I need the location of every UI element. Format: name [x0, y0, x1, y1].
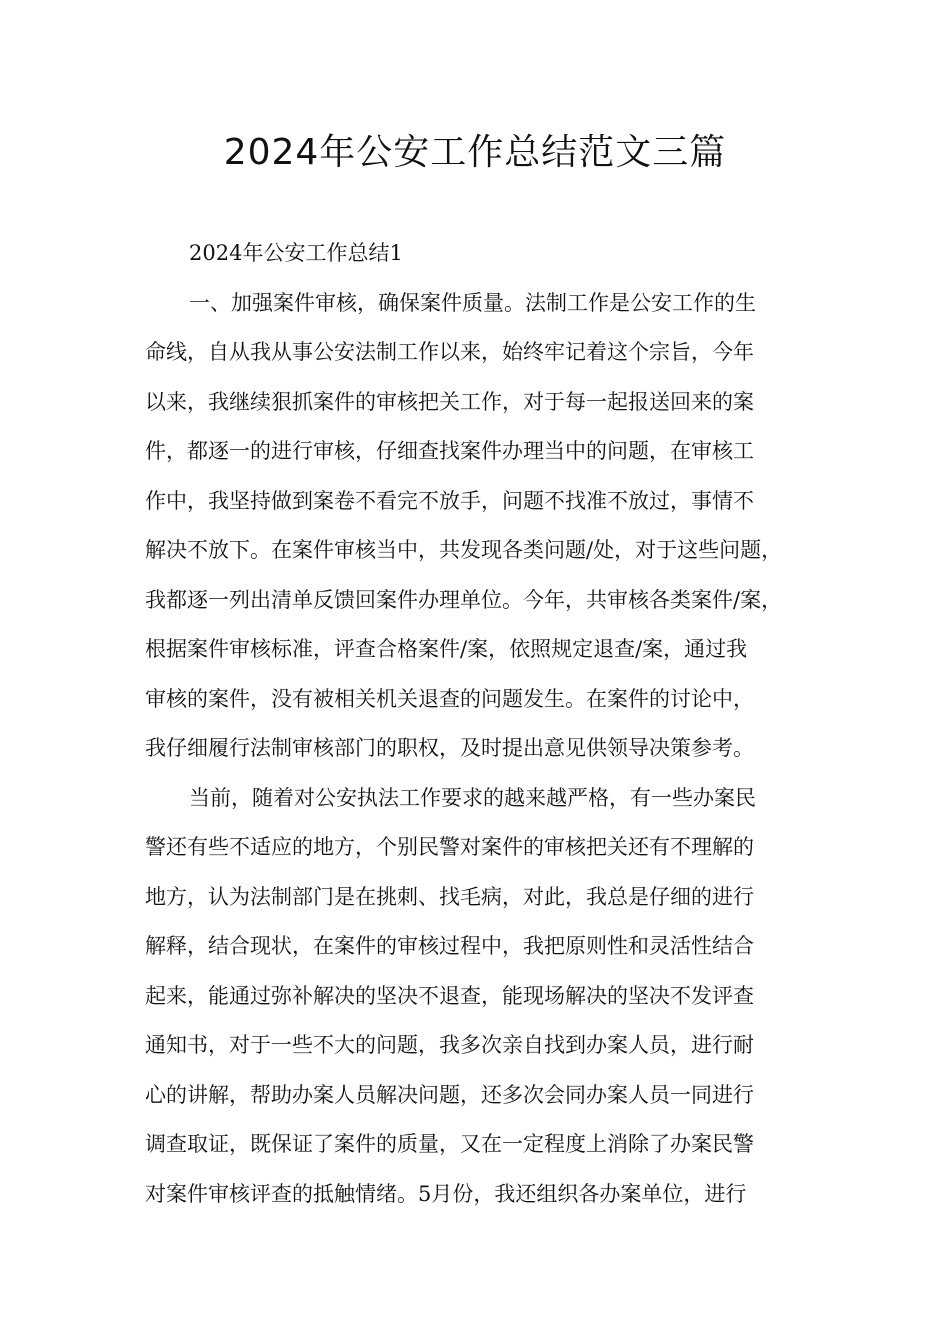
- paragraph-line: 审核的案件，没有被相关机关退查的问题发生。在案件的讨论中，: [145, 686, 754, 711]
- paragraph-1: [145, 279, 810, 774]
- document-title: 2024年公安工作总结范文三篇: [223, 132, 727, 173]
- paragraph-line: 件，都逐一的进行审核，仔细查找案件办理当中的问题，在审核工: [145, 439, 754, 463]
- paragraph-line: 根据案件审核标准，评查合格案件/案，依照规定退查/案，通过我: [145, 637, 748, 661]
- paragraph-2: [145, 774, 810, 1220]
- paragraph-line: 解决不放下。在案件审核当中，共发现各类问题/处，对于这些问题，: [145, 538, 783, 562]
- paragraph-line: 当前，随着对公安执法工作要求的越来越严格，有一些办案民: [189, 785, 756, 810]
- paragraph-line: 起来，能通过弥补解决的坚决不退查，能现场解决的坚决不发评查: [145, 983, 754, 1008]
- section-heading: 2024年公安工作总结1: [189, 241, 403, 265]
- paragraph-line: 我仔细履行法制审核部门的职权，及时提出意见供领导决策参考。: [145, 736, 754, 760]
- paragraph-line: 解释，结合现状，在案件的审核过程中，我把原则性和灵活性结合: [145, 934, 754, 958]
- paragraph-line: 对案件审核评查的抵触情绪。5月份，我还组织各办案单位，进行: [145, 1181, 747, 1206]
- paragraph-line: 一、加强案件审核，确保案件质量。法制工作是公安工作的生: [189, 290, 756, 315]
- paragraph-line: 以来，我继续狠抓案件的审核把关工作，对于每一起报送回来的案: [145, 389, 754, 414]
- paragraph-line: 我都逐一列出清单反馈回案件办理单位。今年，共审核各类案件/案，: [145, 587, 783, 612]
- paragraph-line: 警还有些不适应的地方，个别民警对案件的审核把关还有不理解的: [145, 835, 754, 859]
- paragraph-line: 心的讲解，帮助办案人员解决问题，还多次会同办案人员一同进行: [145, 1082, 754, 1107]
- document-body: [145, 229, 810, 1219]
- paragraph-line: 作中，我坚持做到案卷不看完不放手，问题不找准不放过，事情不: [145, 488, 754, 513]
- paragraph-line: 调查取证，既保证了案件的质量，又在一定程度上消除了办案民警: [145, 1132, 754, 1156]
- paragraph-line: 地方，认为法制部门是在挑刺、找毛病，对此，我总是仔细的进行: [145, 884, 754, 909]
- paragraph-line: 通知书，对于一些不大的问题，我多次亲自找到办案人员，进行耐: [145, 1033, 754, 1057]
- paragraph-line: 命线，自从我从事公安法制工作以来，始终牢记着这个宗旨，今年: [145, 340, 754, 364]
